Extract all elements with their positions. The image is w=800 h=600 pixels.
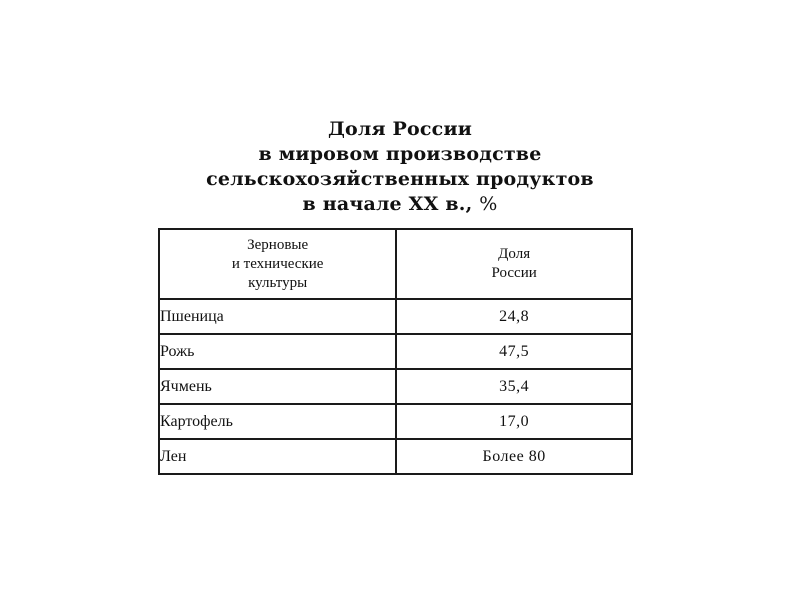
share-table	[158, 228, 633, 475]
share-cell: 35,4	[396, 369, 632, 404]
title-line-3: сельскохозяйственных продуктов	[206, 168, 594, 190]
crop-cell: Пшеница	[159, 299, 396, 334]
document-title	[160, 117, 640, 217]
table-header-row	[159, 229, 632, 299]
crop-cell: Рожь	[159, 334, 396, 369]
header-crop: Зерновые и технические культуры	[159, 229, 396, 299]
table-row	[159, 404, 632, 439]
crop-cell: Ячмень	[159, 369, 396, 404]
title-line-4	[160, 192, 640, 217]
share-cell: Более 80	[396, 439, 632, 474]
table-row	[159, 439, 632, 474]
header-share: Доля России	[396, 229, 632, 299]
table-row	[159, 299, 632, 334]
share-cell: 47,5	[396, 334, 632, 369]
title-line-1: Доля России	[327, 118, 473, 140]
title-line-2: в мировом производстве	[258, 143, 542, 165]
table-row	[159, 334, 632, 369]
share-cell: 17,0	[396, 404, 632, 439]
title-unit: %	[479, 193, 498, 215]
crop-cell: Лен	[159, 439, 396, 474]
title-line-4-text: в начале XX в.,	[302, 193, 473, 215]
share-cell: 24,8	[396, 299, 632, 334]
crop-cell: Картофель	[159, 404, 396, 439]
table-row	[159, 369, 632, 404]
